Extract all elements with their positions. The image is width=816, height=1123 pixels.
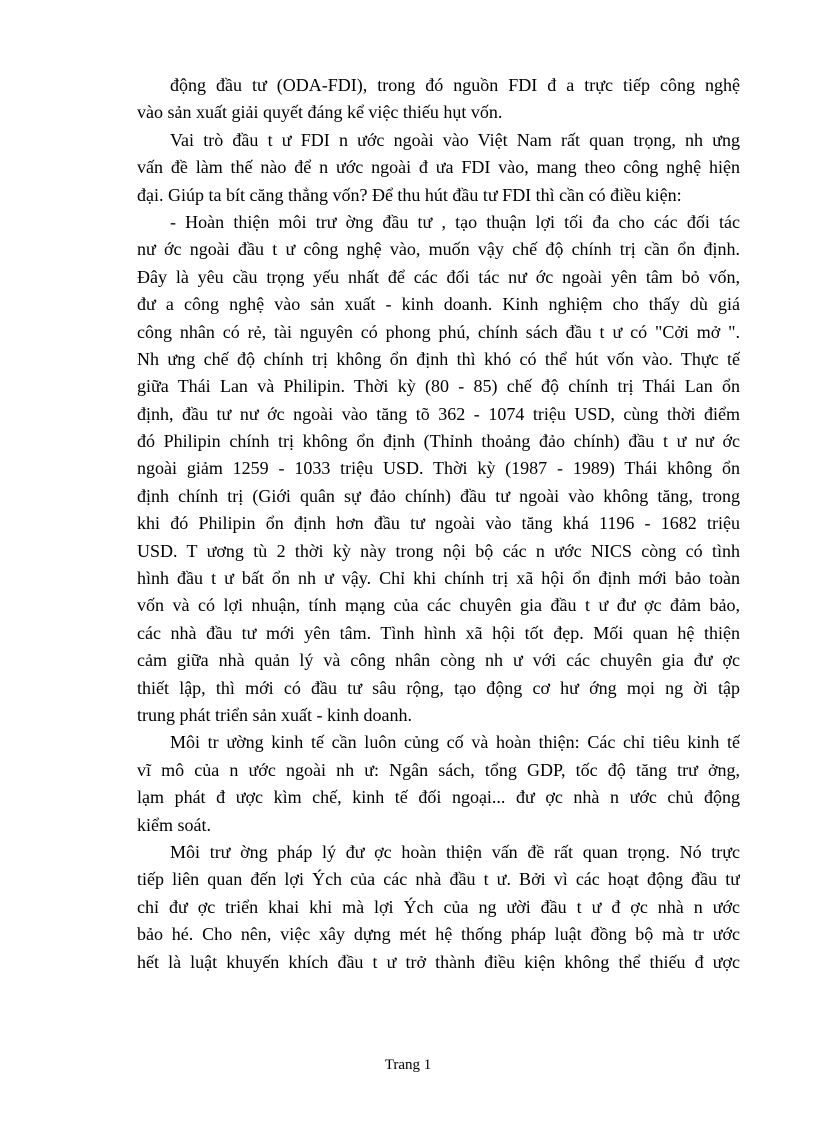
text-line: chỉ đư ợc triển khai khi mà lợi Ých của ng ười đầu t ư đ ợc nhà n ước [137,896,740,917]
text-line: đó Philipin chính trị không ổn định (Thỉnh thoảng đảo chính) đầu t ư nư ớc [137,431,740,452]
text-line: Môi trư ờng pháp lý đư ợc hoàn thiện vấn đề rất quan trọng. Nó trực [170,841,740,862]
text-line: đại. Giúp ta bít căng thẳng vốn? Để thu hút đầu tư FDI thì cần có điều kiện: [137,184,682,205]
text-line: - Hoàn thiện môi trư ờng đầu tư , tạo thuận lợi tối đa cho các đối tác [170,211,740,232]
text-line: các nhà đầu tư mới yên tâm. Tình hình xã hội tốt đẹp. Mối quan hệ thiện [137,622,740,643]
page-number-footer: Trang 1 [384,1057,432,1073]
text-line: kiểm soát. [137,814,211,835]
text-line: định chính trị (Giới quân sự đảo chính) đầu tư ngoài vào không tăng, trong [137,485,740,506]
text-line: USD. T ương tù 2 thời kỳ này trong nội bộ các n ước NICS còng có tình [137,540,740,561]
text-line: vào sản xuất giải quyết đáng kể việc thiếu hụt vốn. [137,102,503,123]
text-line: định, đầu tư nư ớc ngoài vào tăng tõ 362 - 1074 triệu USD, cùng thời điểm [137,403,740,424]
text-line: hình đầu t ư bất ổn nh ư vậy. Chỉ khi chính trị xã hội ổn định mới bảo toàn [137,568,740,589]
text-line: ngoài giảm 1259 - 1033 triệu USD. Thời kỳ (1987 - 1989) Thái không ổn [137,458,740,479]
text-line: khi đó Philipin ổn định hơn đầu tư ngoài vào tăng khá 1196 - 1682 triệu [137,513,740,534]
text-line: lạm phát đ ược kìm chế, kinh tế đối ngoại... đư ợc nhà n ước chủ động [137,787,740,808]
text-line: động đầu tư (ODA-FDI), trong đó nguồn FDI đ a trực tiếp công nghệ [170,75,740,95]
text-line: Nh ưng chế độ chính trị không ổn định thì khó có thể hút vốn vào. Thực tế [137,348,740,369]
text-line: Môi tr ường kinh tế cần luôn củng cố và hoàn thiện: Các chỉ tiêu kinh tế [170,732,740,753]
document-body [137,72,740,976]
text-line: Đây là yêu cầu trọng yếu nhất để các đối tác nư ớc ngoài yên tâm bỏ vốn, [137,266,740,287]
text-line: thiết lập, thì mới có đầu tư sâu rộng, tạo động cơ hư ớng mọi ng ời tập [137,677,740,698]
text-line: vấn đề làm thế nào để n ước ngoài đ ưa FDI vào, mang theo công nghệ hiện [137,157,740,178]
text-line: hết là luật khuyến khích đầu t ư trở thành điều kiện không thể thiếu đ ược [137,951,740,972]
text-line: vĩ mô của n ước ngoài nh ư: Ngân sách, tổng GDP, tốc độ tăng trư ởng, [137,759,740,780]
text-line: cảm giữa nhà quản lý và công nhân còng nh ư với các chuyên gia đư ợc [137,650,740,671]
text-line: trung phát triển sản xuất - kinh doanh. [137,704,412,725]
text-line: giữa Thái Lan và Philipin. Thời kỳ (80 - 85) chế độ chính trị Thái Lan ổn [137,376,740,397]
text-line: đư a công nghệ vào sản xuất - kinh doanh. Kinh nghiệm cho thấy dù giá [137,294,740,315]
text-line: nư ớc ngoài đầu t ư công nghệ vào, muốn vậy chế độ chính trị cần ổn định. [137,239,740,260]
text-line: Vai trò đầu t ư FDI n ước ngoài vào Việt Nam rất quan trọng, nh ưng [170,129,740,150]
text-line: công nhân có rẻ, tài nguyên có phong phú, chính sách đầu t ư có "Cởi mở ". [137,321,740,342]
text-line: tiếp liên quan đến lợi Ých của các nhà đầu t ư. Bởi vì các hoạt động đầu tư [137,869,740,890]
text-line: bảo hé. Cho nên, việc xây dựng mét hệ thống pháp luật đồng bộ mà tr ước [137,924,740,945]
text-line: vốn và có lợi nhuận, tính mạng của các chuyên gia đầu t ư đư ợc đảm bảo, [137,595,740,616]
